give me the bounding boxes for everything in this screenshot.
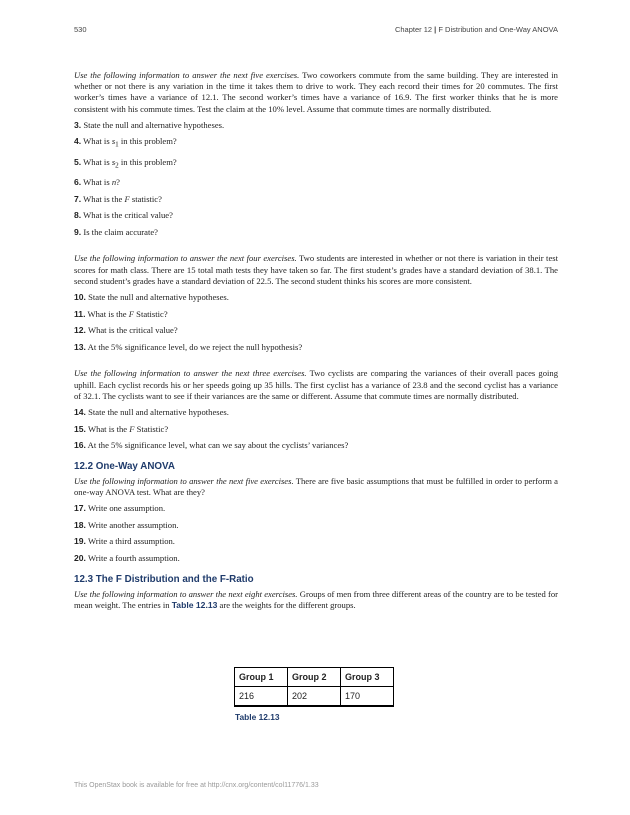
exercise-text: At the 5% significance level, what can we say about the cyclists’ variances? (87, 440, 349, 451)
intro-italic: Use the following information to answer the next five exercises. (74, 70, 300, 80)
exercise-text: Write a fourth assumption. (87, 552, 180, 563)
exercise-4: 4. What is $s_1$ in this problem? (74, 136, 177, 150)
table-cell: 170 (341, 687, 394, 707)
intro-italic: Use the following information to answer the next eight exercises. (74, 588, 298, 599)
exercise-14: 14. State the null and alternative hypotheses. (74, 407, 229, 417)
table-row (235, 687, 394, 707)
exercise-10: 10. State the null and alternative hypotheses. (74, 292, 229, 303)
exercise-19: 19. Write a third assumption. (74, 536, 175, 547)
exercise-text: in this problem? (118, 156, 177, 167)
exercise-text: What is the critical value? (87, 325, 178, 336)
exercise-11: 11. What is the F Statistic? (74, 308, 168, 319)
intro-text: There are five basic assumptions that must be fulfilled in order to perform a one-way ANOVA test. What are they? (74, 475, 558, 497)
chapter-title: F Distribution and One-Way ANOVA (438, 25, 558, 34)
table-header-cell: Group 1 (235, 668, 288, 687)
exercise-9: 9. Is the claim accurate? (74, 226, 158, 237)
weights-table (234, 667, 394, 707)
exercise-text: Statistic? (134, 308, 168, 319)
exercise-text: Write a third assumption. (87, 536, 175, 547)
exercise-text: What is the (83, 193, 125, 204)
exercise-text: What is (83, 136, 112, 147)
math-var: F (124, 193, 130, 204)
table-cell: 216 (235, 687, 288, 707)
exercise-18: 18. Write another assumption. (74, 519, 179, 530)
exercise-intro-2 (74, 253, 558, 287)
exercise-15: 15. What is the F Statistic? (74, 423, 169, 434)
exercise-text: What is (83, 156, 112, 167)
page-header (74, 25, 558, 37)
intro-italic: Use the following information to answer the next four exercises. (74, 253, 297, 264)
exercise-text: State the null and alternative hypotheses. (88, 407, 229, 417)
exercise-13: 13. At the 5% significance level, do we reject the null hypothesis? (74, 341, 303, 352)
intro-text: Two students are interested in whether or not there is variation in their test scores for math class. There are 15 total math tests they have taken so far. The first student’s grades have a standard deviation of 38.1. The second student’s grades have a standard deviation of 22.5. The second student thinks his scores are more consistent. (74, 253, 558, 286)
exercise-text: What is the (87, 423, 130, 434)
exercise-intro-5 (74, 589, 558, 611)
exercise-16: 16. At the 5% significance level, what can we say about the cyclists’ variances? (74, 440, 349, 451)
intro-text: Groups of men from three different areas of the country are to be tested for mean weight. The entries in (74, 588, 558, 610)
table-header-cell: Group 2 (288, 668, 341, 687)
exercise-text: State the null and alternative hypotheses. (83, 119, 225, 130)
exercise-text: What is the (87, 308, 129, 319)
exercise-3: 3. State the null and alternative hypotheses. (74, 119, 225, 130)
exercise-text: Is the claim accurate? (83, 226, 158, 237)
exercise-text: State the null and alternative hypotheses. (88, 292, 229, 303)
math-var: s (111, 136, 116, 147)
math-var: F (129, 423, 135, 434)
exercise-text: statistic? (129, 193, 162, 204)
exercise-text: What is (83, 177, 112, 188)
exercise-text: At the 5% significance level, do we reject the null hypothesis? (87, 341, 303, 352)
exercise-6: 6. What is n? (74, 177, 120, 188)
exercise-text: Write one assumption. (87, 503, 166, 514)
chapter-label: Chapter 12 (394, 25, 433, 34)
intro-text: are the weights for the different groups. (217, 599, 356, 610)
intro-italic: Use the following information to answer the next three exercises. (74, 368, 307, 379)
exercise-5: 5. What is $s_2$ in this problem? (74, 156, 177, 170)
exercise-intro-1 (74, 70, 558, 115)
table-reference-link[interactable]: Table 12.13 (171, 599, 218, 610)
math-var: F (128, 308, 135, 319)
math-var: n (111, 177, 117, 188)
table-cell: 202 (288, 687, 341, 707)
exercise-text: in this problem? (118, 136, 177, 147)
exercise-text: Write another assumption. (87, 519, 179, 530)
chapter-separator: | (432, 25, 439, 34)
page-content (74, 70, 558, 616)
table-header-row (235, 668, 394, 687)
intro-text: Two coworkers commute from the same building. They are interested in whether or not there is any variation in the time it takes them to drive to work. They each record their times for 20 commutes. The first worker’s times have a variance of 12.1. The second worker’s times have a variance of 16.9. The first worker thinks that he is more consistent with his commute times. Test the claim at the 10% level. Assume that commute times are normally distributed. (74, 70, 558, 114)
exercise-intro-3 (74, 368, 558, 402)
exercise-7: 7. What is the F statistic? (74, 193, 162, 204)
exercise-8: 8. What is the critical value? (74, 210, 173, 221)
intro-text: Two cyclists are comparing the variances of their overall paces going uphill. Each cyclist records his or her speeds going up 35 hills. The first cyclist has a variance of 23.8 and the second cyclist has a variance of 32.1. The cyclists want to see if their variances are the same or different. Assume that commute times are normally distributed. (74, 368, 558, 401)
table-caption: Table 12.13 (235, 712, 280, 722)
math-sub: 2 (115, 161, 119, 170)
page-number: 530 (74, 25, 87, 34)
exercise-intro-4 (74, 476, 558, 498)
math-sub: 1 (115, 141, 119, 150)
math-var: s (111, 156, 116, 167)
section-title-12-2: 12.2 One-Way ANOVA (74, 460, 175, 472)
table-header-cell: Group 3 (341, 668, 394, 687)
exercise-20: 20. Write a fourth assumption. (74, 552, 180, 563)
exercise-17: 17. Write one assumption. (74, 503, 166, 514)
exercise-text: What is the critical value? (83, 210, 173, 221)
page-footer: This OpenStax book is available for free at http://cnx.org/content/col11776/1.33 (74, 782, 319, 789)
exercise-12: 12. What is the critical value? (74, 325, 178, 336)
section-title-12-3: 12.3 The F Distribution and the F-Ratio (74, 573, 254, 585)
intro-italic: Use the following information to answer the next five exercises. (74, 475, 294, 486)
exercise-text: ? (116, 177, 120, 188)
chapter-heading (395, 25, 558, 34)
exercise-text: Statistic? (134, 423, 169, 434)
